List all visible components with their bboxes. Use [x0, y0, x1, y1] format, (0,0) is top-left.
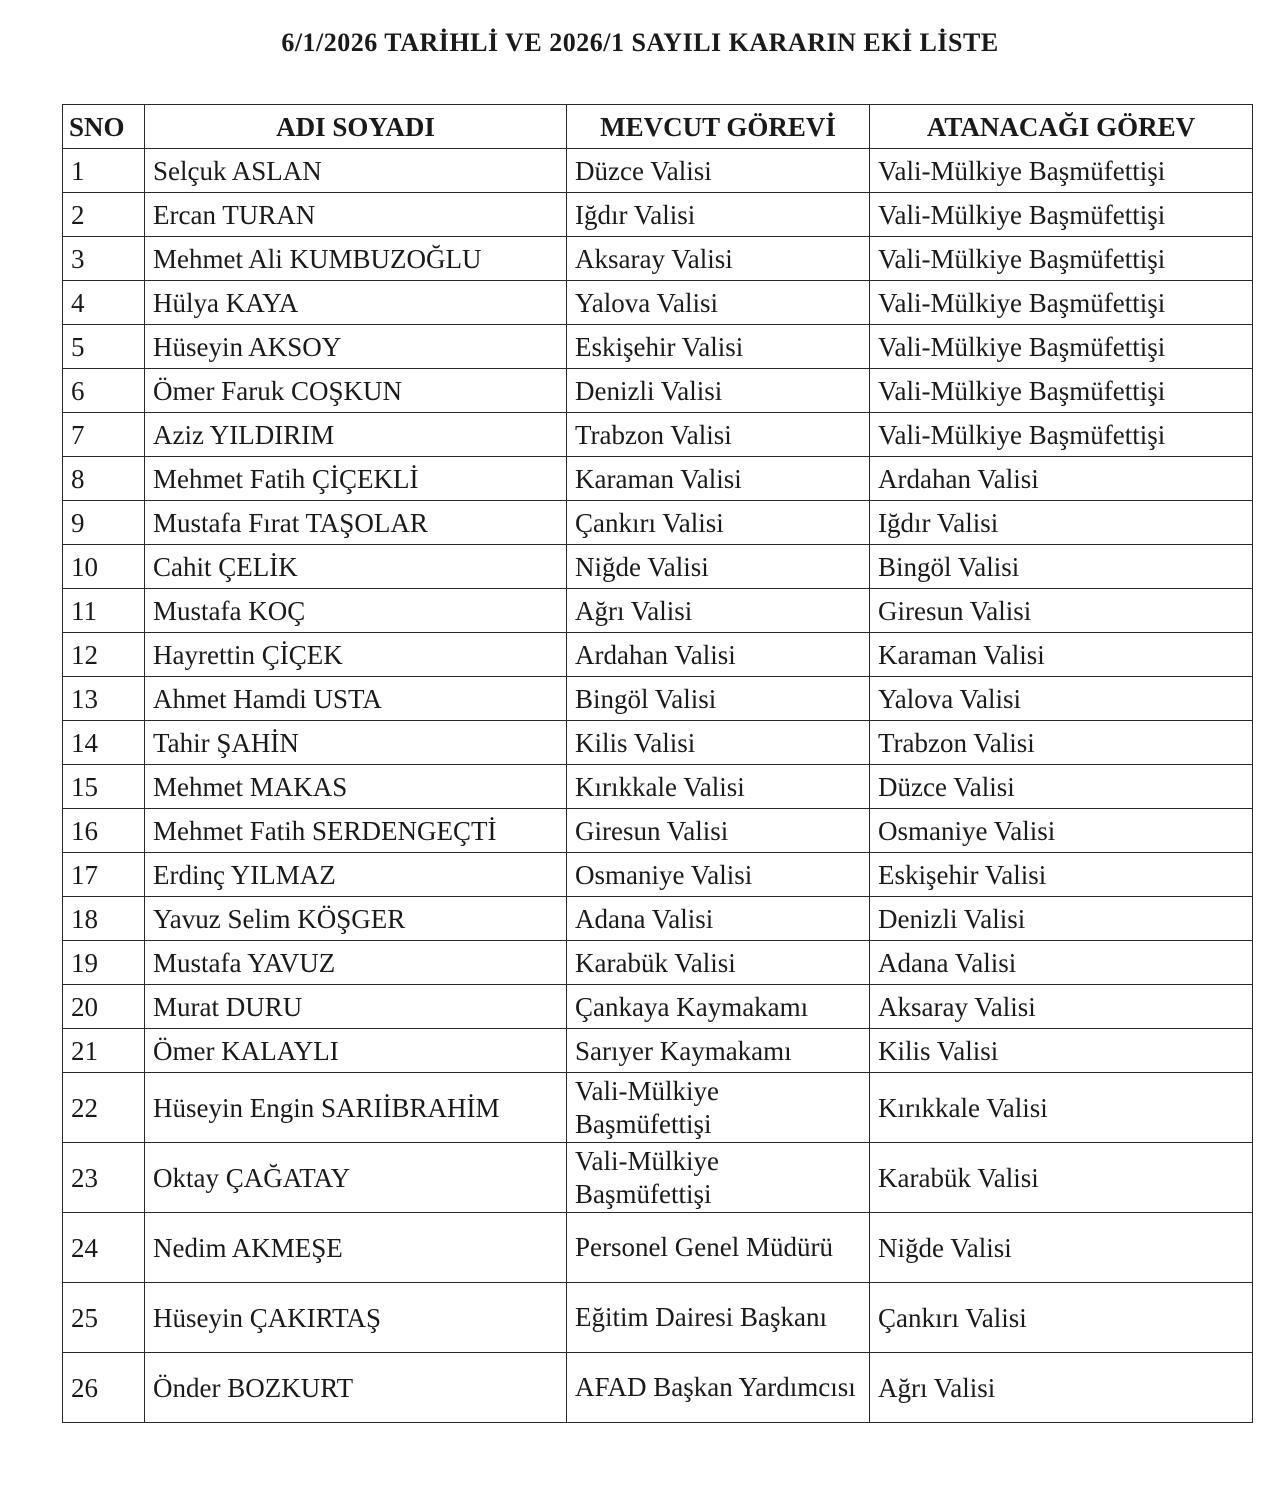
cell-sno: 6: [63, 369, 145, 413]
cell-name: Ahmet Hamdi USTA: [145, 677, 567, 721]
cell-name: Mehmet Fatih ÇİÇEKLİ: [145, 457, 567, 501]
cell-name: Murat DURU: [145, 985, 567, 1029]
cell-name: Yavuz Selim KÖŞGER: [145, 897, 567, 941]
cell-current-duty: Kırıkkale Valisi: [567, 765, 870, 809]
appointment-table: [62, 104, 1253, 1423]
cell-current-duty: Aksaray Valisi: [567, 237, 870, 281]
cell-assigned-duty: Karaman Valisi: [870, 633, 1253, 677]
table-row: [63, 941, 1253, 985]
cell-assigned-duty: Niğde Valisi: [870, 1213, 1253, 1283]
cell-assigned-duty: Ardahan Valisi: [870, 457, 1253, 501]
cell-current-duty: Osmaniye Valisi: [567, 853, 870, 897]
cell-current-duty: Giresun Valisi: [567, 809, 870, 853]
cell-sno: 2: [63, 193, 145, 237]
cell-name: Hayrettin ÇİÇEK: [145, 633, 567, 677]
cell-sno: 21: [63, 1029, 145, 1073]
cell-assigned-duty: Bingöl Valisi: [870, 545, 1253, 589]
cell-current-duty: Bingöl Valisi: [567, 677, 870, 721]
cell-assigned-duty: Kilis Valisi: [870, 1029, 1253, 1073]
header-name: ADI SOYADI: [145, 105, 567, 149]
table-row: [63, 985, 1253, 1029]
cell-name: Cahit ÇELİK: [145, 545, 567, 589]
cell-assigned-duty: Vali-Mülkiye Başmüfettişi: [870, 413, 1253, 457]
table-row: [63, 193, 1253, 237]
table-row: [63, 853, 1253, 897]
cell-name: Oktay ÇAĞATAY: [145, 1143, 567, 1213]
table-row: [63, 809, 1253, 853]
cell-name: Hüseyin Engin SARIİBRAHİM: [145, 1073, 567, 1143]
cell-sno: 25: [63, 1283, 145, 1353]
cell-sno: 10: [63, 545, 145, 589]
cell-assigned-duty: Vali-Mülkiye Başmüfettişi: [870, 325, 1253, 369]
cell-name: Mustafa Fırat TAŞOLAR: [145, 501, 567, 545]
cell-current-duty: Karabük Valisi: [567, 941, 870, 985]
cell-assigned-duty: Denizli Valisi: [870, 897, 1253, 941]
cell-current-duty: Karaman Valisi: [567, 457, 870, 501]
page-title: 6/1/2026 TARİHLİ VE 2026/1 SAYILI KARARIN EKİ LİSTE: [281, 28, 999, 57]
cell-assigned-duty: Trabzon Valisi: [870, 721, 1253, 765]
cell-current-duty: Personel Genel Müdürü: [567, 1213, 870, 1283]
table-row: [63, 281, 1253, 325]
cell-assigned-duty: Osmaniye Valisi: [870, 809, 1253, 853]
table-row: [63, 677, 1253, 721]
cell-assigned-duty: Vali-Mülkiye Başmüfettişi: [870, 149, 1253, 193]
table-row: [63, 501, 1253, 545]
cell-current-duty: AFAD Başkan Yardımcısı: [567, 1353, 870, 1423]
cell-assigned-duty: Çankırı Valisi: [870, 1283, 1253, 1353]
table-row: [63, 1029, 1253, 1073]
table-row: [63, 1073, 1253, 1143]
cell-name: Mehmet MAKAS: [145, 765, 567, 809]
cell-name: Nedim AKMEŞE: [145, 1213, 567, 1283]
table-row: [63, 413, 1253, 457]
cell-current-duty: Adana Valisi: [567, 897, 870, 941]
cell-name: Hüseyin AKSOY: [145, 325, 567, 369]
table-row: [63, 721, 1253, 765]
cell-assigned-duty: Giresun Valisi: [870, 589, 1253, 633]
cell-current-duty: Denizli Valisi: [567, 369, 870, 413]
cell-current-duty: Kilis Valisi: [567, 721, 870, 765]
cell-sno: 13: [63, 677, 145, 721]
table-row: [63, 457, 1253, 501]
cell-sno: 5: [63, 325, 145, 369]
table-row: [63, 633, 1253, 677]
cell-current-duty: Niğde Valisi: [567, 545, 870, 589]
cell-name: Hülya KAYA: [145, 281, 567, 325]
table-row: [63, 1283, 1253, 1353]
cell-name: Ömer Faruk COŞKUN: [145, 369, 567, 413]
cell-sno: 24: [63, 1213, 145, 1283]
cell-sno: 12: [63, 633, 145, 677]
cell-current-duty: Düzce Valisi: [567, 149, 870, 193]
cell-assigned-duty: Vali-Mülkiye Başmüfettişi: [870, 281, 1253, 325]
table-row: [63, 325, 1253, 369]
cell-sno: 23: [63, 1143, 145, 1213]
cell-current-duty: Ağrı Valisi: [567, 589, 870, 633]
cell-assigned-duty: Düzce Valisi: [870, 765, 1253, 809]
header-assigned-duty: ATANACAĞI GÖREV: [870, 105, 1253, 149]
cell-name: Mehmet Ali KUMBUZOĞLU: [145, 237, 567, 281]
cell-assigned-duty: Ağrı Valisi: [870, 1353, 1253, 1423]
table-body: [63, 149, 1253, 1423]
cell-current-duty: Iğdır Valisi: [567, 193, 870, 237]
cell-sno: 3: [63, 237, 145, 281]
cell-assigned-duty: Vali-Mülkiye Başmüfettişi: [870, 369, 1253, 413]
cell-sno: 20: [63, 985, 145, 1029]
cell-name: Tahir ŞAHİN: [145, 721, 567, 765]
header-current-duty: MEVCUT GÖREVİ: [567, 105, 870, 149]
cell-name: Hüseyin ÇAKIRTAŞ: [145, 1283, 567, 1353]
cell-sno: 8: [63, 457, 145, 501]
cell-sno: 18: [63, 897, 145, 941]
header-sno: SNO: [63, 105, 145, 149]
cell-current-duty: Eğitim Dairesi Başkanı: [567, 1283, 870, 1353]
cell-name: Mustafa YAVUZ: [145, 941, 567, 985]
cell-current-duty: Ardahan Valisi: [567, 633, 870, 677]
cell-assigned-duty: Iğdır Valisi: [870, 501, 1253, 545]
cell-sno: 15: [63, 765, 145, 809]
cell-current-duty: Yalova Valisi: [567, 281, 870, 325]
cell-name: Mehmet Fatih SERDENGEÇTİ: [145, 809, 567, 853]
table-row: [63, 369, 1253, 413]
cell-current-duty: Eskişehir Valisi: [567, 325, 870, 369]
cell-assigned-duty: Kırıkkale Valisi: [870, 1073, 1253, 1143]
cell-assigned-duty: Vali-Mülkiye Başmüfettişi: [870, 193, 1253, 237]
cell-sno: 7: [63, 413, 145, 457]
cell-current-duty: Sarıyer Kaymakamı: [567, 1029, 870, 1073]
cell-name: Aziz YILDIRIM: [145, 413, 567, 457]
cell-name: Önder BOZKURT: [145, 1353, 567, 1423]
cell-current-duty: Vali-Mülkiye Başmüfettişi: [567, 1143, 870, 1213]
cell-current-duty: Çankırı Valisi: [567, 501, 870, 545]
cell-sno: 9: [63, 501, 145, 545]
cell-name: Ömer KALAYLI: [145, 1029, 567, 1073]
cell-assigned-duty: Karabük Valisi: [870, 1143, 1253, 1213]
cell-sno: 16: [63, 809, 145, 853]
table-row: [63, 1353, 1253, 1423]
cell-assigned-duty: Eskişehir Valisi: [870, 853, 1253, 897]
table-row: [63, 545, 1253, 589]
cell-name: Mustafa KOÇ: [145, 589, 567, 633]
cell-assigned-duty: Vali-Mülkiye Başmüfettişi: [870, 237, 1253, 281]
cell-sno: 19: [63, 941, 145, 985]
table-header-row: [63, 105, 1253, 149]
cell-sno: 17: [63, 853, 145, 897]
cell-sno: 14: [63, 721, 145, 765]
cell-assigned-duty: Aksaray Valisi: [870, 985, 1253, 1029]
cell-name: Erdinç YILMAZ: [145, 853, 567, 897]
cell-name: Ercan TURAN: [145, 193, 567, 237]
table-row: [63, 765, 1253, 809]
cell-sno: 4: [63, 281, 145, 325]
cell-current-duty: Çankaya Kaymakamı: [567, 985, 870, 1029]
table-row: [63, 237, 1253, 281]
table-row: [63, 897, 1253, 941]
cell-sno: 26: [63, 1353, 145, 1423]
table-row: [63, 589, 1253, 633]
cell-assigned-duty: Yalova Valisi: [870, 677, 1253, 721]
cell-assigned-duty: Adana Valisi: [870, 941, 1253, 985]
cell-current-duty: Vali-Mülkiye Başmüfettişi: [567, 1073, 870, 1143]
table-row: [63, 1213, 1253, 1283]
cell-sno: 11: [63, 589, 145, 633]
cell-name: Selçuk ASLAN: [145, 149, 567, 193]
cell-sno: 22: [63, 1073, 145, 1143]
cell-current-duty: Trabzon Valisi: [567, 413, 870, 457]
table-row: [63, 1143, 1253, 1213]
cell-sno: 1: [63, 149, 145, 193]
table-row: [63, 149, 1253, 193]
